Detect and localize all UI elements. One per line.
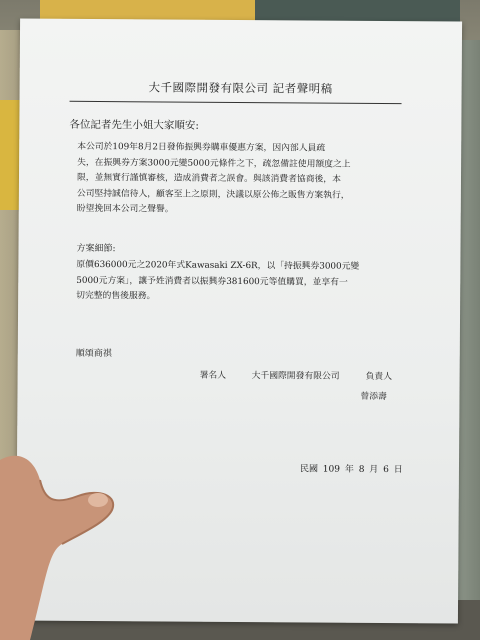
document-date: 民國 109 年 8 月 6 日 (299, 464, 403, 476)
document-title: 大千國際開發有限公司 記者聲明稿 (148, 80, 333, 96)
statement-paragraph (77, 140, 408, 220)
detail-heading: 方案細節: (76, 243, 116, 255)
signatory-name: 曾添壽 (360, 391, 387, 403)
greeting: 各位記者先生小姐大家順安: (69, 118, 199, 132)
text-line: 公司堅持誠信待人，顧客至上之原則，決議以原公佈之販售方案執行， (76, 188, 350, 201)
text-line: 原價636000元之2020年式Kawasaki ZX-6R，以「持振興券3000元變 (76, 259, 360, 272)
text-line: 切完整的售後服務。 (76, 290, 156, 302)
signatory-company: 大千國際開發有限公司 (251, 371, 340, 382)
text-line: 本公司於109年8月2日發佈振興券購車優惠方案，因內部人員疏 (77, 141, 326, 154)
text-line: 限，並無實行謹慎審核，造成消費者之誤會。與該消費者協商後，本 (76, 172, 341, 185)
detail-paragraph (76, 258, 406, 307)
text-line: 失，在振興券方案3000元變5000元條件之下，疏忽備註使用額度之上 (77, 157, 351, 170)
hand-holding-paper (0, 440, 120, 640)
closing-salutation: 順頌商祺 (75, 348, 112, 360)
signatory-label: 署名人 (199, 370, 227, 381)
text-line: 盼望挽回本公司之聲譽。 (76, 203, 174, 215)
signatory-role: 負責人 (365, 371, 393, 383)
text-line: 5000元方案」，讓予姓消費者以振興券381600元等值購買，並享有一 (76, 275, 348, 288)
title-divider (70, 101, 402, 104)
